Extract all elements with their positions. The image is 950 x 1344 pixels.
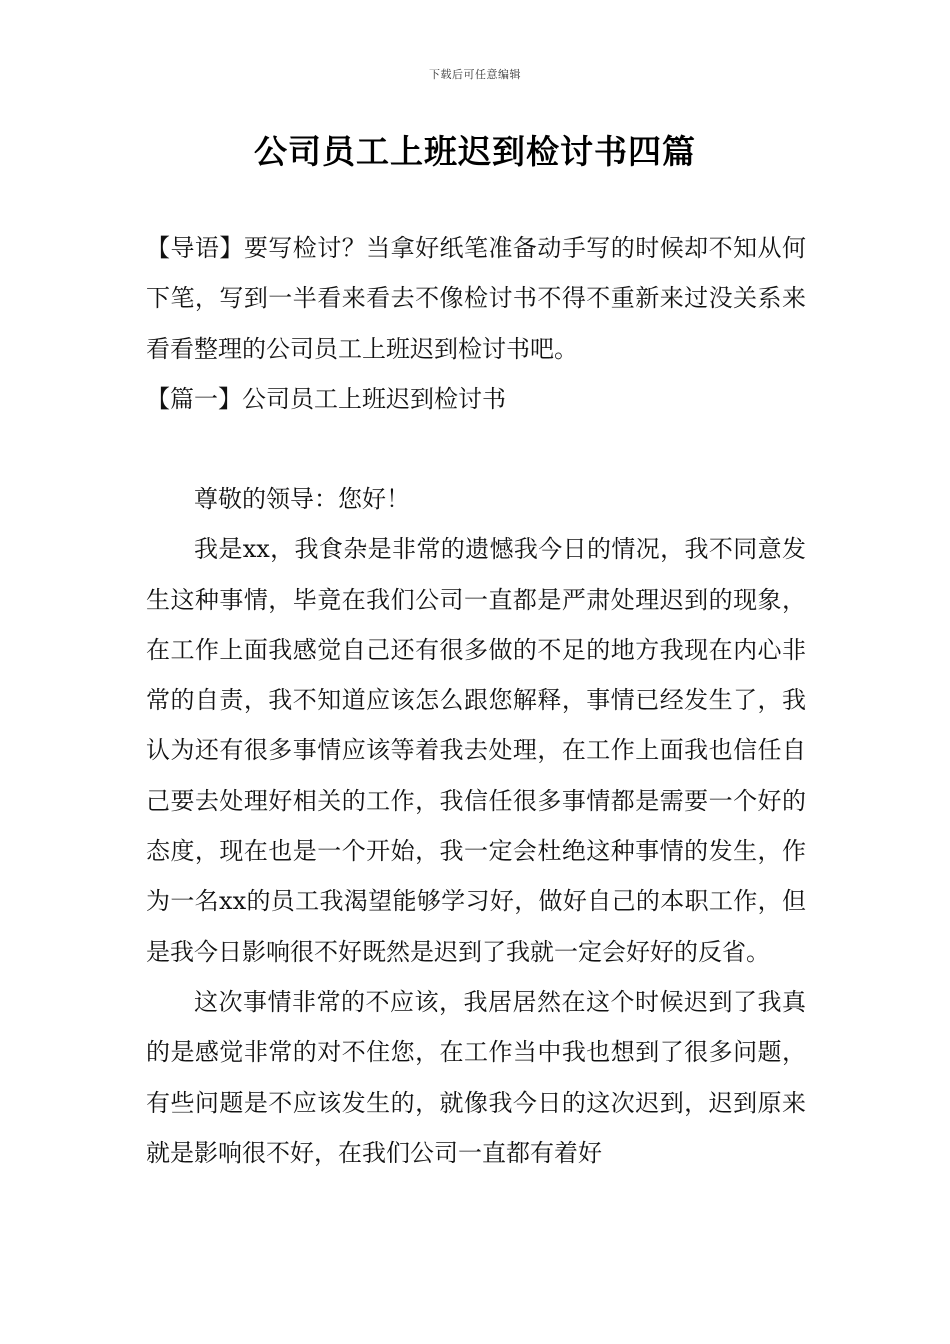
body-paragraph-2: 这次事情非常的不应该，我居居然在这个时候迟到了我真的是感觉非常的对不住您，在工作当中我也想到了很多问题，有些问题是不应该发生的，就像我今日的这次迟到，迟到原来就是影响很不好，在我们公司一直都有着好 bbox=[146, 987, 806, 1167]
section-heading: 【篇一】公司员工上班迟到检讨书 bbox=[146, 385, 506, 413]
section-block bbox=[146, 374, 806, 424]
intro-block bbox=[146, 223, 806, 374]
salutation: 尊敬的领导：您好！ bbox=[194, 485, 410, 513]
letter-body bbox=[146, 474, 806, 1178]
body-paragraph-1: 我是xx，我食杂是非常的遗憾我今日的情况，我不同意发生这种事情，毕竟在我们公司一直都是严肃处理迟到的现象，在工作上面我感觉自己还有很多做的不足的地方我现在内心非常的自责，我不知道应该怎么跟您解释，事情已经发生了，我认为还有很多事情应该等着我去处理，在工作上面我也信任自己要去处理好相关的工作，我信任很多事情都是需要一个好的态度，现在也是一个开始，我一定会杜绝这种事情的发生，作为一名xx的员工我渴望能够学习好，做好自己的本职工作，但是我今日影响很不好既然是迟到了我就一定会好好的反省。 bbox=[146, 535, 806, 966]
intro-paragraph: 【导语】要写检讨？当拿好纸笔准备动手写的时候却不知从何下笔，写到一半看来看去不像检讨书不得不重新来过没关系来看看整理的公司员工上班迟到检讨书吧。 bbox=[146, 234, 806, 363]
header-note: 下载后可任意编辑 bbox=[429, 68, 521, 81]
document-title: 公司员工上班迟到检讨书四篇 bbox=[254, 132, 696, 171]
